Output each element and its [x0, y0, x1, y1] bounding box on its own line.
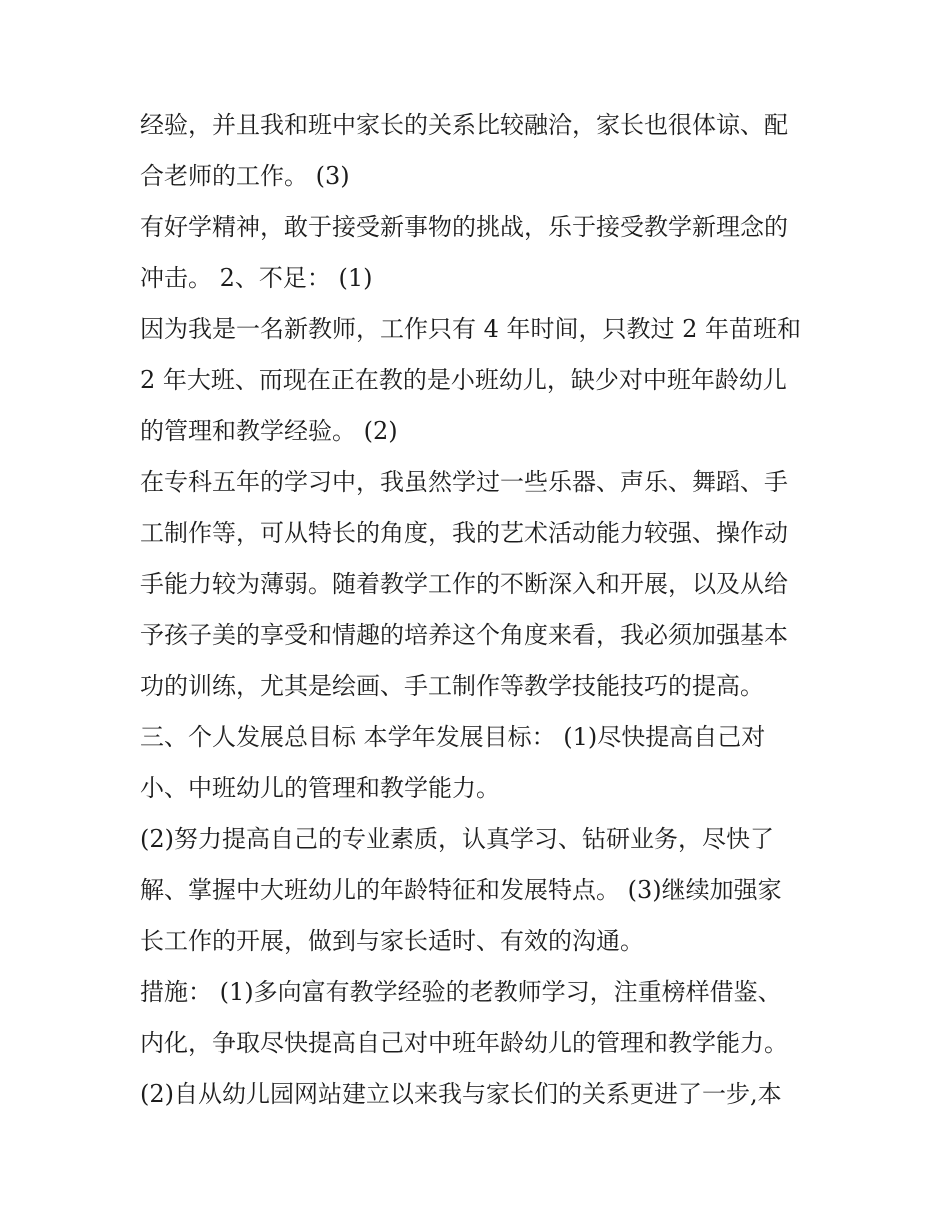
- text-line: 的管理和教学经验。 (2): [140, 417, 398, 445]
- text-line: 冲击。 2、不足： (1): [140, 264, 373, 292]
- text-line: 工制作等，可从特长的角度，我的艺术活动能力较强、操作动: [140, 519, 788, 547]
- text-line: 合老师的工作。 (3): [140, 162, 350, 190]
- body-text: [140, 100, 830, 1120]
- text-line: 解、掌握中大班幼儿的年龄特征和发展特点。 (3)继续加强家: [140, 876, 782, 904]
- text-line: 经验，并且我和班中家长的关系比较融洽，家长也很体谅、配: [140, 111, 788, 139]
- text-line: 小、中班幼儿的管理和教学能力。: [140, 774, 500, 802]
- text-line: (2)自从幼儿园网站建立以来我与家长们的关系更进了一步,本: [140, 1080, 782, 1108]
- text-line: 内化，争取尽快提高自己对中班年龄幼儿的管理和教学能力。: [140, 1029, 788, 1057]
- text-line: 予孩子美的享受和情趣的培养这个角度来看，我必须加强基本: [140, 621, 788, 649]
- text-line: 功的训练，尤其是绘画、手工制作等教学技能技巧的提高。: [140, 672, 764, 700]
- text-line: 手能力较为薄弱。随着教学工作的不断深入和开展，以及从给: [140, 570, 788, 598]
- text-line: 因为我是一名新教师，工作只有 4 年时间，只教过 2 年苗班和: [140, 315, 802, 343]
- text-line: 有好学精神，敢于接受新事物的挑战，乐于接受教学新理念的: [140, 213, 788, 241]
- text-line: (2)努力提高自己的专业素质，认真学习、钻研业务，尽快了: [140, 825, 774, 853]
- text-line: 2 年大班、而现在正在教的是小班幼儿，缺少对中班年龄幼儿: [140, 366, 787, 394]
- text-line: 三、个人发展总目标 本学年发展目标： (1)尽快提高自己对: [140, 723, 766, 751]
- text-line: 长工作的开展，做到与家长适时、有效的沟通。: [140, 927, 644, 955]
- text-line: 措施： (1)多向富有教学经验的老教师学习，注重榜样借鉴、: [140, 978, 782, 1006]
- text-line: 在专科五年的学习中，我虽然学过一些乐器、声乐、舞蹈、手: [140, 468, 788, 496]
